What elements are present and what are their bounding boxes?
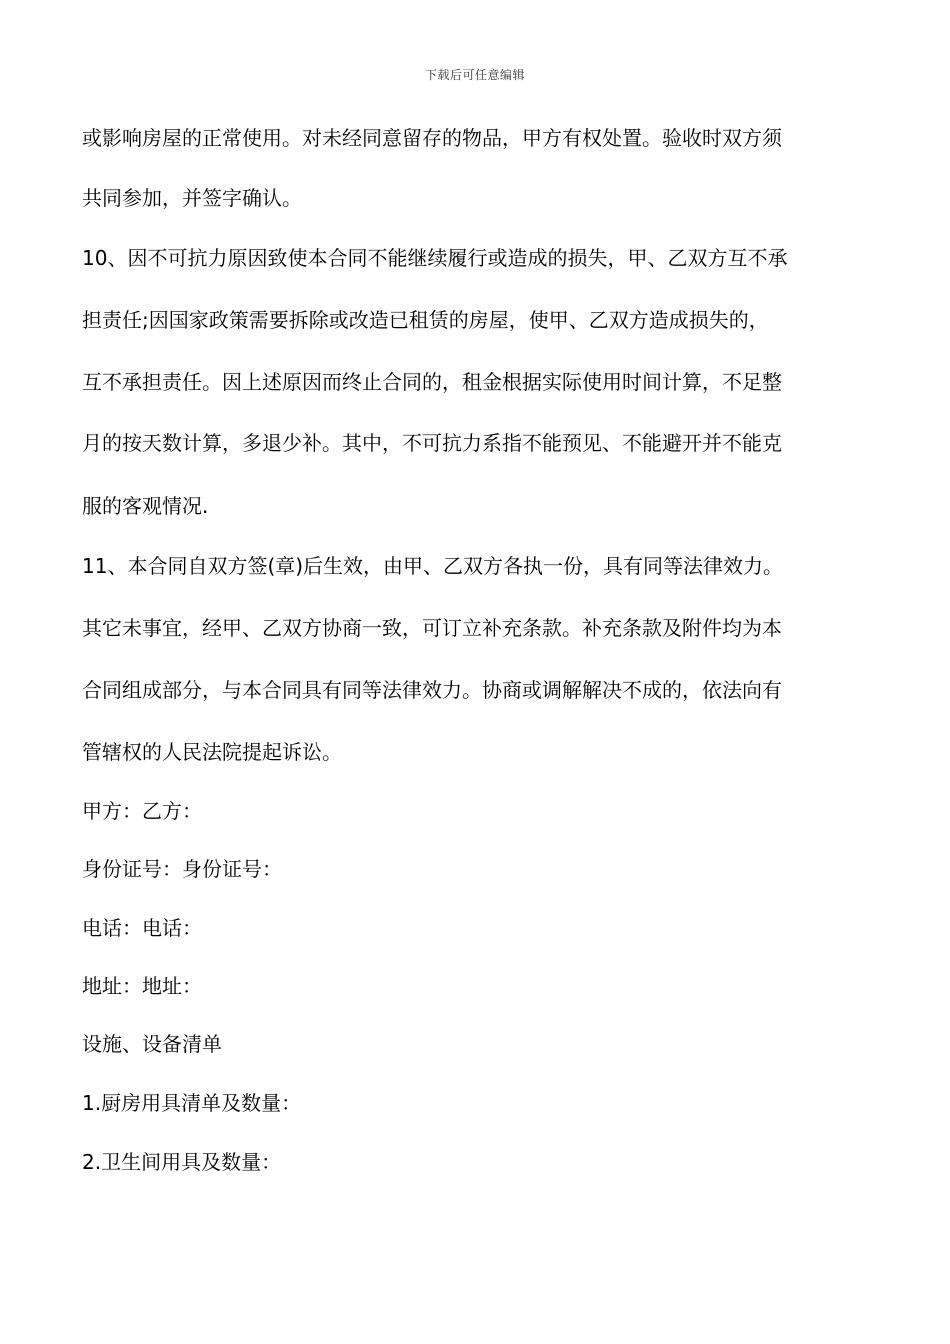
contract-text-line: 服的客观情况. bbox=[82, 494, 209, 518]
contract-text-line: 共同参加，并签字确认。 bbox=[82, 186, 302, 210]
contract-text-line: 月的按天数计算，多退少补。其中，不可抗力系指不能预见、不能避开并不能克 bbox=[82, 431, 782, 455]
address-line: 地址：地址： bbox=[82, 974, 202, 998]
clause-10-line: 10、因不可抗力原因致使本合同不能继续履行或造成的损失，甲、乙双方互不承 bbox=[82, 246, 788, 270]
contract-text-line: 其它未事宜，经甲、乙双方协商一致，可订立补充条款。补充条款及附件均为本 bbox=[82, 616, 782, 640]
clause-11-line: 11、本合同自双方签(章)后生效，由甲、乙双方各执一份，具有同等法律效力。 bbox=[82, 554, 784, 578]
equipment-list-title: 设施、设备清单 bbox=[82, 1032, 222, 1056]
contract-text-line: 管辖权的人民法院提起诉讼。 bbox=[82, 740, 342, 764]
id-number-line: 身份证号：身份证号： bbox=[82, 857, 282, 881]
contract-text-line: 担责任;因国家政策需要拆除或改造已租赁的房屋，使甲、乙双方造成损失的， bbox=[82, 308, 769, 332]
contract-text-line: 或影响房屋的正常使用。对未经同意留存的物品，甲方有权处置。验收时双方须 bbox=[82, 126, 782, 150]
party-names-line: 甲方：乙方： bbox=[82, 799, 202, 823]
page-header: 下载后可任意编辑 bbox=[424, 68, 525, 82]
contract-text-line: 互不承担责任。因上述原因而终止合同的，租金根据实际使用时间计算，不足整 bbox=[82, 370, 782, 394]
phone-line: 电话：电话： bbox=[82, 916, 202, 940]
contract-text-line: 合同组成部分，与本合同具有同等法律效力。协商或调解解决不成的，依法向有 bbox=[82, 678, 782, 702]
bathroom-items-line: 2.卫生间用具及数量： bbox=[82, 1150, 282, 1174]
kitchen-items-line: 1.厨房用具清单及数量： bbox=[82, 1091, 302, 1115]
